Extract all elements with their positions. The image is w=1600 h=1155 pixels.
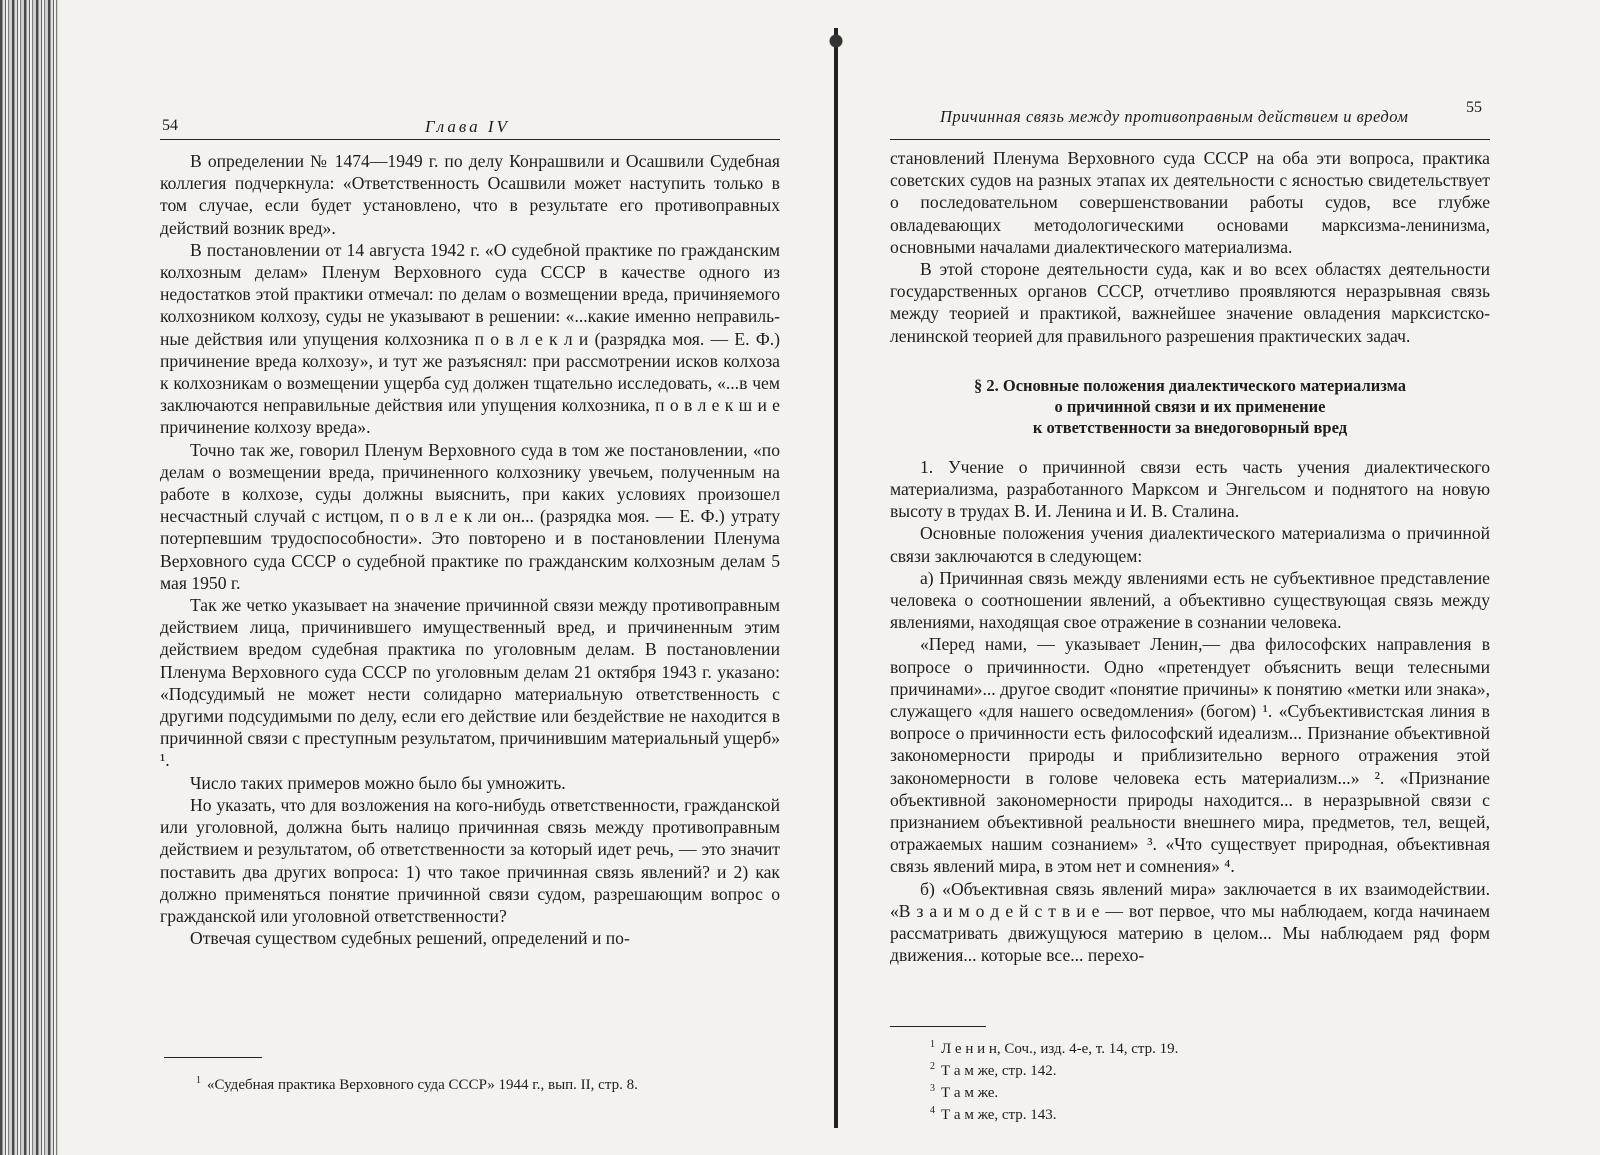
footnote-text: Т а м же.	[941, 1085, 999, 1101]
paragraph: Отвечая существом судебных решений, определений и по-	[190, 928, 630, 949]
right-footnotes	[930, 1036, 1490, 1124]
footnote-text: «Судебная практика Верховного суда СССР» 1944 г., вып. II, стр. 8.	[207, 1077, 638, 1093]
left-page-number: 54	[162, 117, 178, 134]
footnote-text: Т а м же, стр. 143.	[941, 1107, 1057, 1123]
paragraph: Так же четко указывает на значение причинной связи между противоправным действием лица, причинившего имущественный вред, и причиненным этим действием вредом судебная практика по уголовным делам. В постановлении Пленума Верховного суда СССР по уголовным делам 21 октября 1943 г. указано: «Подсудимый не может нести солидарно материальную ответственность с другими подсудимыми по делу, если его действие или бездействие не находится в причинной связи с преступным результатом, причинившим материальный ущерб» ¹.	[160, 595, 780, 771]
footnote	[196, 1072, 796, 1094]
section-heading	[890, 375, 1490, 438]
footnote-rule	[164, 1057, 262, 1058]
section-heading-line: § 2. Основные положения диалектического материализма	[974, 375, 1406, 395]
paragraph: становлений Пленума Верховного суда СССР на оба эти вопроса, практика советских судов на разных этапах их деятельности с ясностью свидетельствует о последовательном совершенствовании работы судов, все глубже овладевающих методологическими основами марксизма-ленинизма, основными началами диалектического материализма.	[890, 148, 1490, 257]
footnote	[930, 1036, 1490, 1058]
right-page-header	[890, 99, 1490, 140]
left-footnotes	[196, 1072, 796, 1094]
footnote-mark: 2	[930, 1061, 935, 1072]
footnote	[930, 1080, 1490, 1102]
right-page-number: 55	[1466, 99, 1482, 116]
paragraph: 1. Учение о причинной связи есть часть учения диалектического материализма, разработанного Марксом и Энгельсом и поднятого на новую высоту в трудах В. И. Ленина и И. В. Сталина.	[890, 456, 1490, 522]
footnote-mark: 3	[930, 1083, 935, 1094]
book-spine-edge	[0, 0, 58, 1155]
section-heading-line: к ответственности за внедоговорный вред	[1032, 417, 1348, 437]
footnote	[930, 1102, 1490, 1124]
footnote-mark: 1	[196, 1075, 201, 1086]
paragraph: Число таких примеров можно было бы умножить.	[190, 772, 566, 793]
left-page-header	[160, 117, 780, 140]
footnote-text: Т а м же, стр. 142.	[941, 1063, 1057, 1079]
footnote-text: Л е н и н, Соч., изд. 4-е, т. 14, стр. 19.	[941, 1041, 1179, 1057]
section-heading-line: о причинной связи и их применение	[1054, 396, 1326, 416]
paragraph: В постановлении от 14 августа 1942 г. «О судебной практике по гражданским колхозным делам» Пленум Верховного суда СССР в качестве одного из недостатков этой практики отмечал: по делам о возмещении вреда, причиняемого колхозником колхозу, суды не указывают в решении: «...какие именно неправильные действия или упущения колхозника п о в л е к л и (разрядка моя. — Е. Ф.) причинение вреда колхозу», и тут же разъяснял: при рассмотрении исков колхоза к колхозникам о возмещении ущерба суд должен тщательно исследовать, «...в чем заключаются неправильные действия или упущения колхозника, п о в л е к ш и е причинение колхозу вреда».	[160, 239, 780, 438]
footnote-rule	[890, 1026, 986, 1027]
paragraph: «Перед нами, — указывает Ленин,— два философских направления в вопросе о причинности. Одно «претендует объяснить вещи телесными причинами»... другое сводит «понятие причины» к понятию «метки или знака», служащего «для нашего осведомления» (богом) ¹. «Субъективистская линия в вопросе о причинности есть философский идеализм... Признание объективной закономерности природы и приблизительно верного отражения этой закономерности в голове человека есть материализм...» ². «Признание объективной закономерности природы находится... в неразрывной связи с признанием объективной реальности внешнего мира, предметов, тел, вещей, отражаемых нашим сознанием» ³. «Что существует природная, объективная связь явлений мира, в этом нет и сомнения» ⁴.	[890, 634, 1490, 877]
paragraph: а) Причинная связь между явлениями есть не субъективное представление человека о соотношении явлений, а объективно существующая связь между явлениями, находящая свое отражение в сознании человека.	[890, 567, 1490, 633]
footnote	[930, 1058, 1490, 1080]
left-running-title: Глава IV	[425, 117, 510, 136]
paragraph: б) «Объективная связь явлений мира» заключается в их взаимодействии. «В з а и м о д е й с т в и е — вот первое, что мы наблюдаем, когда начинаем рассматривать движущуюся материю в целом... Мы наблюдаем ряд форм движения... которые все... перехо-	[890, 878, 1490, 966]
paragraph: В этой стороне деятельности суда, как и во всех областях деятельности государственных органов СССР, отчетливо проявляются неразрывная связь между теорией и практикой, важнейшее значение овладения марксистско-ленинской теорией для правильного разрешения практических задач.	[890, 259, 1490, 346]
gutter-mark	[826, 28, 846, 54]
right-page-body	[890, 147, 1490, 967]
paragraph: В определении № 1474—1949 г. по делу Конрашвили и Осашвили Судебная коллегия подчеркнула: «Ответственность Осашвили может наступить только в том случае, если будет установлено, что в результате его противоправных действий возник вред».	[160, 151, 780, 238]
paragraph: Основные положения учения диалектического материализма о причинной связи заключаются в следующем:	[890, 523, 1490, 566]
right-running-title: Причинная связь между противоправным действием и вредом	[940, 107, 1409, 126]
page-gutter	[834, 28, 838, 1128]
footnote-mark: 4	[930, 1105, 935, 1116]
left-page-body	[160, 150, 780, 949]
footnote-mark: 1	[930, 1039, 935, 1050]
paragraph: Но указать, что для возложения на кого-нибудь ответственности, гражданской или уголовной, должна быть налицо причинная связь между противоправным действием и результатом, об ответственности за который идет речь, — это значит поставить два других вопроса: 1) что такое причинная связь явлений? и 2) как должно применяться понятие причинной связи судом, разрешающим вопрос о гражданской или уголовной ответственности?	[160, 794, 780, 926]
paragraph: Точно так же, говорил Пленум Верховного суда в том же постановлении, «по делам о возмещении вреда, причиненного колхознику увечьем, полученным на работе в колхозе, суды должны выяснить, при каких условиях произошел несчастный случай с истцом, п о в л е к ли он... (разрядка моя. — Е. Ф.) утрату потерпевшим трудоспособности». Это повторено и в постановлении Пленума Верховного суда СССР о судебной практике по гражданским колхозным делам 5 мая 1950 г.	[160, 439, 780, 593]
